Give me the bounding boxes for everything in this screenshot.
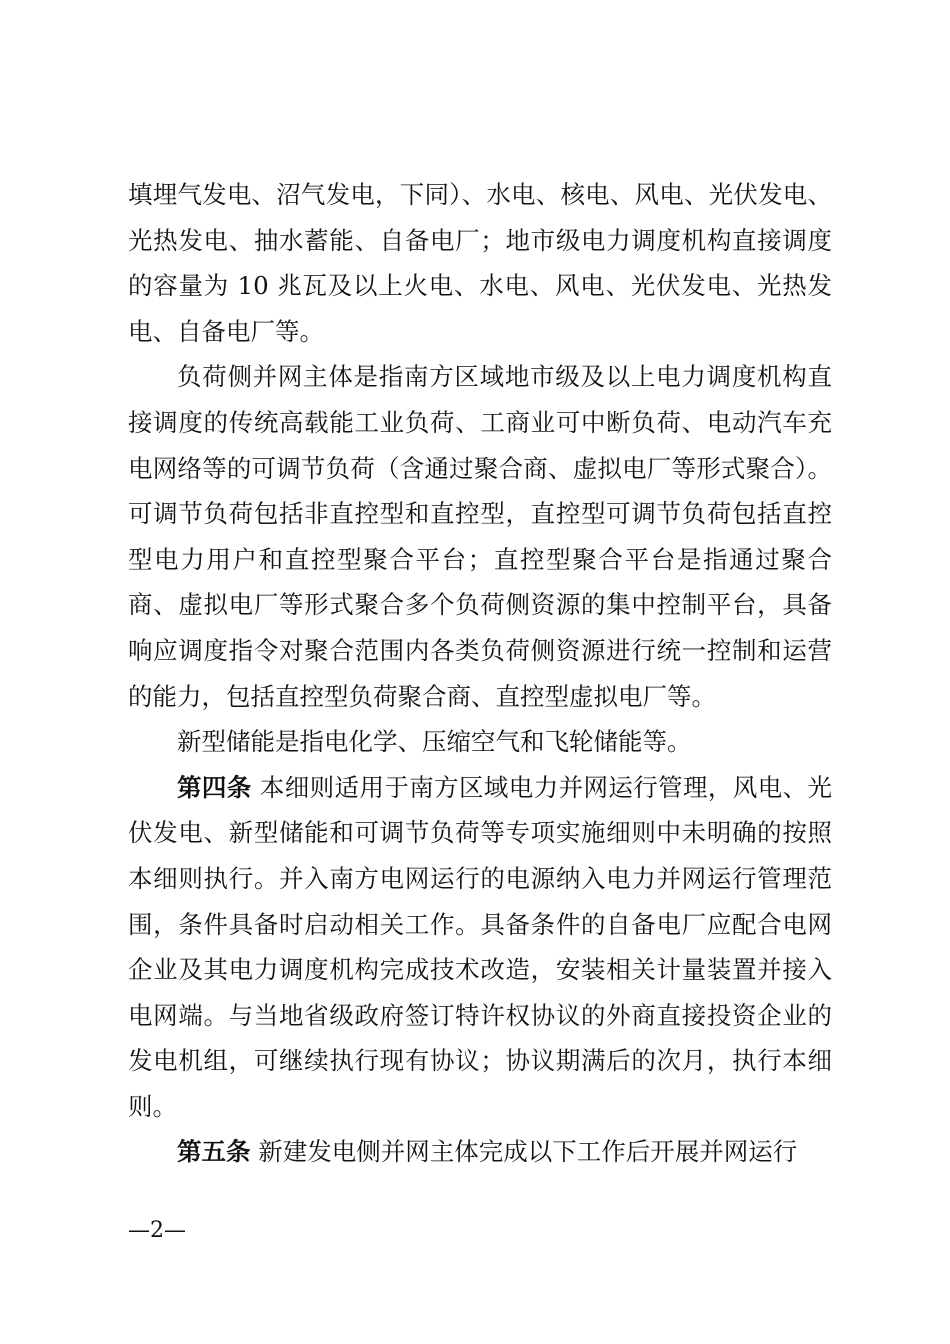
page-number: —2—	[128, 1218, 186, 1243]
document-body	[128, 172, 832, 1175]
article-4-label: 第四条	[177, 772, 252, 802]
paragraph-load-side: 负荷侧并网主体是指南方区域地市级及以上电力调度机构直接调度的传统高载能工业负荷、工商业可中断负荷、电动汽车充电网络等的可调节负荷（含通过聚合商、虚拟电厂等形式聚合）。可调节负荷包括非直控型和直控型，直控型可调节负荷包括直控型电力用户和直控型聚合平台；直控型聚合平台是指通过聚合商、虚拟电厂等形式聚合多个负荷侧资源的集中控制平台，具备响应调度指令对聚合范围内各类负荷侧资源进行统一控制和运营的能力，包括直控型负荷聚合商、直控型虚拟电厂等。	[128, 362, 832, 711]
paragraph-new-storage: 新型储能是指电化学、压缩空气和飞轮储能等。	[177, 727, 692, 757]
paragraph-continuation: 填埋气发电、沼气发电，下同）、水电、核电、风电、光伏发电、光热发电、抽水蓄能、自备电厂；地市级电力调度机构直接调度的容量为 10 兆瓦及以上火电、水电、风电、光伏发电、光热发电、自备电厂等。	[128, 180, 832, 346]
paragraph-article-4	[128, 765, 832, 1130]
article-4-text: 本细则适用于南方区域电力并网运行管理，风电、光伏发电、新型储能和可调节负荷等专项实施细则中未明确的按照本细则执行。并入南方电网运行的电源纳入电力并网运行管理范围，条件具备时启动相关工作。具备条件的自备电厂应配合电网企业及其电力调度机构完成技术改造，安装相关计量装置并接入电网端。与当地省级政府签订特许权协议的外商直接投资企业的发电机组，可继续执行现有协议；协议期满后的次月，执行本细则。	[128, 772, 833, 1121]
article-5-text: 新建发电侧并网主体完成以下工作后开展并网运行	[258, 1137, 798, 1167]
article-5-label: 第五条	[177, 1137, 251, 1167]
paragraph-article-5	[128, 1129, 832, 1175]
